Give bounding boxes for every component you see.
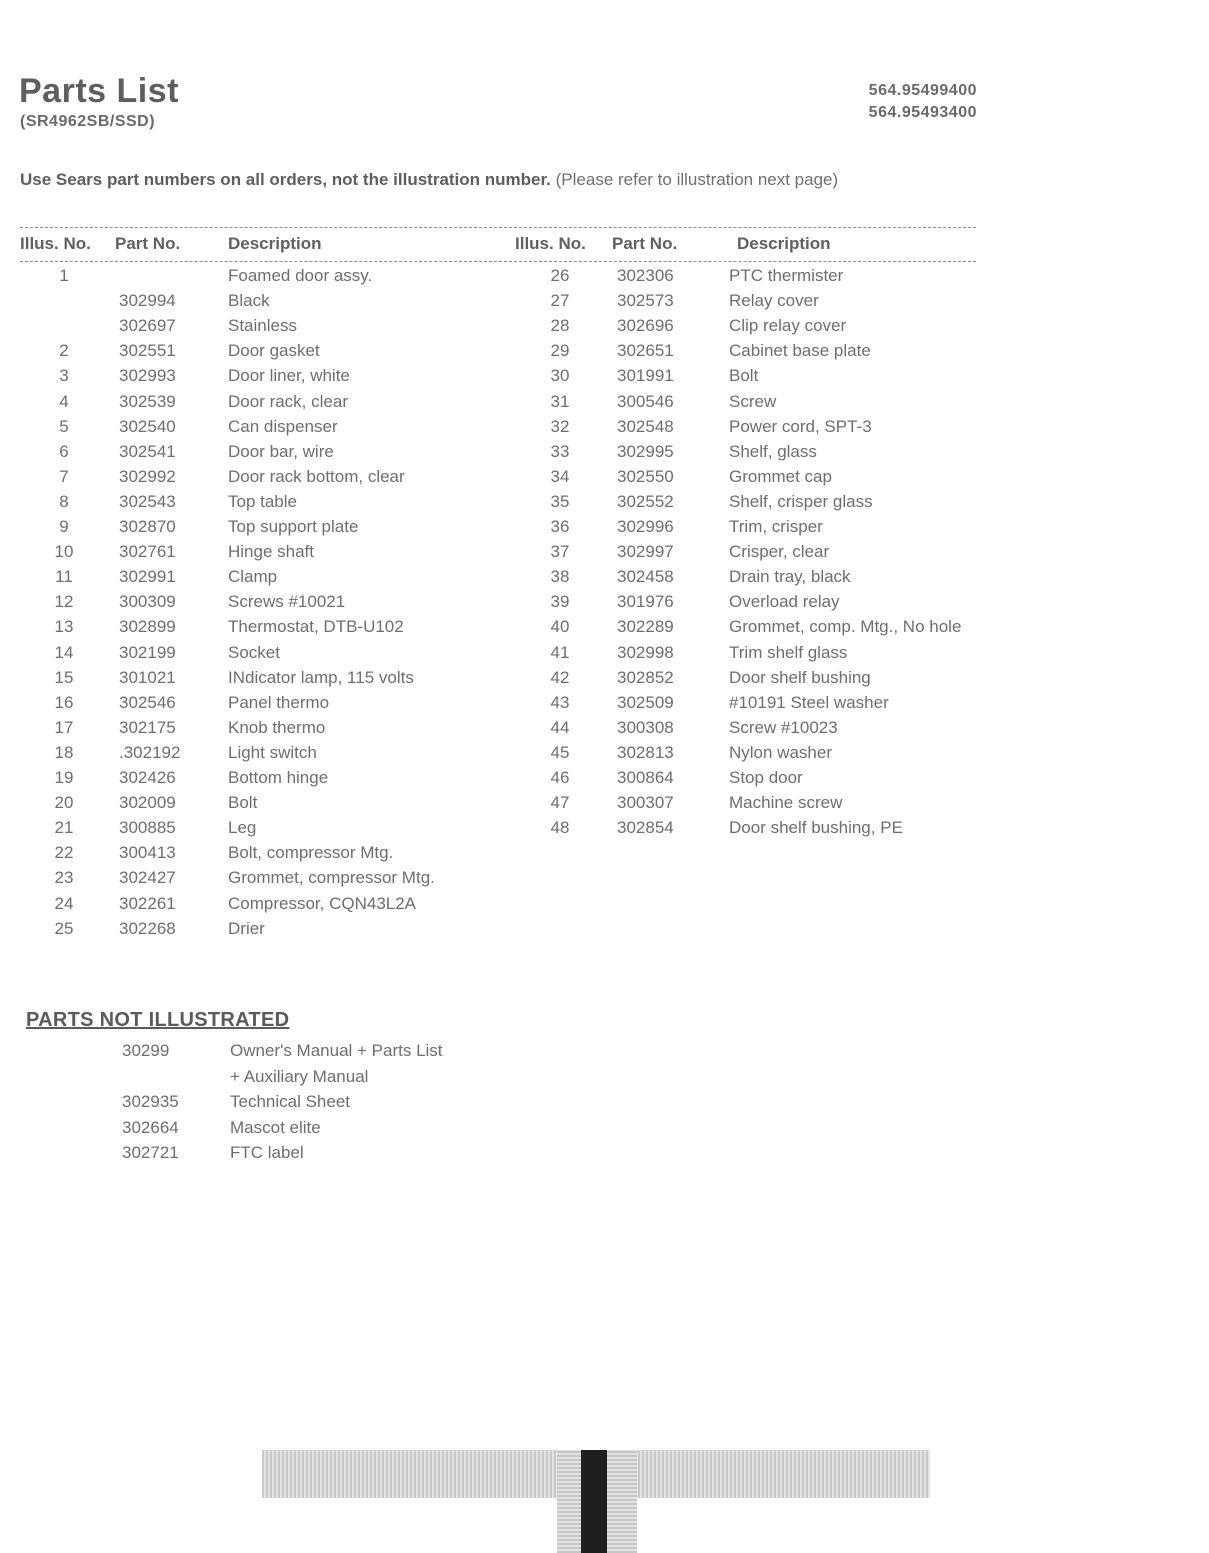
table-row [0,392,1209,417]
part-number: 302199 [119,642,176,662]
table-row [0,291,1209,316]
illus-number: 34 [550,466,570,486]
illus-number: 5 [59,416,69,436]
part-number: 302426 [119,768,176,787]
part-number: 302996 [617,517,674,536]
part-number: 300546 [617,391,674,411]
part-description: Socket [228,642,280,662]
list-item [0,1067,1209,1092]
part-description: Light switch [228,742,317,762]
part-description: Shelf, glass [729,441,817,461]
illus-number: 24 [54,893,74,913]
illus-number: 25 [54,918,74,938]
header-part-right: Part No. [612,234,678,253]
illus-number: 21 [54,818,74,838]
part-number: 302997 [617,542,674,562]
part-description: Bottom hinge [228,768,329,787]
part-description: Foamed door assy. [228,266,373,285]
part-number: 302268 [119,918,176,938]
part-description: Hinge shaft [228,542,314,562]
header-illus-right: Illus. No. [515,234,586,253]
part-description: Drain tray, black [729,567,851,587]
part-number: 302697 [119,316,176,336]
illus-number: 14 [54,642,74,662]
part-description: Door rack bottom, clear [228,466,405,486]
part-number: 302993 [119,366,176,386]
illus-number: 31 [550,391,570,411]
table-row [0,617,1209,642]
illus-number: 18 [54,742,74,762]
header-top-rule [20,227,976,228]
ordering-notice [20,170,838,190]
part-number: 302852 [617,667,674,687]
model-code: (SR4962SB/SSD) [20,113,156,130]
table-row [0,341,1209,366]
table-row [0,718,1209,743]
part-number: 301976 [617,592,674,612]
part-description: Nylon washer [729,742,832,762]
table-row [0,366,1209,391]
part-description: Machine screw [729,793,843,813]
illus-number: 36 [550,517,570,536]
part-number: 302261 [119,893,176,913]
illus-number: 19 [54,768,74,787]
part-description: Clamp [228,567,278,587]
table-row [0,894,1209,919]
illus-number: 33 [550,441,570,461]
part-description: INdicator lamp, 115 volts [228,667,414,687]
table-row [0,793,1209,818]
part-number: 302813 [617,742,674,762]
part-description: Clip relay cover [729,316,847,336]
header-bottom-rule [20,261,976,262]
table-row [0,768,1209,793]
part-description: Top table [228,491,297,511]
illus-number: 43 [550,692,570,712]
part-number: 302289 [617,617,674,637]
part-number: 302550 [617,466,674,486]
part-description: Door rack, clear [228,391,348,411]
table-row [0,266,1209,291]
table-row [0,668,1209,693]
part-number: 301021 [119,667,176,687]
illus-number: 32 [550,416,570,436]
part-description: #10191 Steel washer [729,692,889,712]
page-title: Parts List [19,72,179,110]
illus-number: 9 [59,517,69,536]
part-description: Stainless [228,316,297,336]
illus-number: 40 [550,617,570,637]
illus-number: 22 [54,843,74,863]
part-description: Mascot elite [230,1117,321,1137]
part-description: Thermostat, DTB-U102 [228,617,404,637]
illus-number: 27 [550,291,570,311]
part-description: Compressor, CQN43L2A [228,893,417,913]
part-description: Bolt [729,366,759,386]
list-item [0,1092,1209,1117]
part-number: 302870 [119,517,176,536]
part-description: Door bar, wire [228,441,334,461]
header-illus-left: Illus. No. [20,234,91,253]
part-description: Can dispenser [228,416,338,436]
illus-number: 45 [550,742,570,762]
part-description: Crisper, clear [729,542,830,562]
model-number: 564.95493400 [868,104,977,121]
table-row [0,743,1209,768]
part-description: Relay cover [729,291,819,311]
part-number: 302721 [122,1143,179,1162]
part-description: PTC thermister [729,266,844,285]
part-description: Bolt, compressor Mtg. [228,843,394,863]
illus-number: 6 [59,441,69,461]
illus-number: 12 [54,592,74,612]
part-description: Screws #10021 [228,592,346,612]
table-row [0,643,1209,668]
part-number: 302899 [119,617,176,637]
table-row [0,843,1209,868]
part-number: 302991 [119,567,176,587]
ordering-notice-note: (Please refer to illustration next page) [550,170,839,189]
part-number: 302541 [119,441,176,461]
illus-number: 29 [550,341,570,361]
part-number: 302651 [617,341,674,361]
illus-number: 10 [54,542,74,562]
list-item [0,1041,1209,1066]
model-number: 564.95499400 [868,82,977,99]
illus-number: 1 [59,266,69,285]
part-number: 302175 [119,717,176,737]
part-description: Trim, crisper [729,517,823,536]
table-row [0,818,1209,843]
part-number: 302540 [119,416,176,436]
part-number: 302539 [119,391,176,411]
table-row [0,517,1209,542]
part-number: 302458 [617,567,674,587]
part-number: 302552 [617,491,674,511]
part-description: Owner's Manual + Parts List [230,1041,443,1060]
part-number: .302192 [119,742,181,762]
part-description: Door gasket [228,341,320,361]
part-number: 302935 [122,1092,179,1111]
illus-number: 48 [550,818,570,838]
illus-number: 44 [550,717,570,737]
part-description: Door liner, white [228,366,350,386]
illus-number: 16 [54,692,74,712]
part-number: 302761 [119,542,176,562]
header-desc-left: Description [228,234,322,253]
part-description: Overload relay [729,592,840,612]
part-description: + Auxiliary Manual [230,1066,369,1086]
part-description: Cabinet base plate [729,341,871,361]
part-number: 300413 [119,843,176,863]
part-number: 300307 [617,793,674,813]
part-description: Shelf, crisper glass [729,491,873,511]
scan-stem-dark [581,1450,607,1553]
illus-number: 3 [59,366,69,386]
illus-number: 46 [550,768,570,787]
part-number: 300885 [119,818,176,838]
part-description: Trim shelf glass [729,642,848,662]
table-row [0,467,1209,492]
illus-number: 7 [59,466,69,486]
part-description: Black [228,291,270,311]
part-description: Drier [228,918,265,938]
part-number: 302664 [122,1117,179,1137]
list-item [0,1118,1209,1143]
list-item [0,1143,1209,1168]
illus-number: 20 [54,793,74,813]
part-number: 30299 [122,1041,170,1060]
part-number: 300864 [617,768,674,787]
part-number: 302306 [617,266,674,285]
part-number: 302854 [617,818,674,838]
illus-number: 17 [54,717,74,737]
part-number: 302543 [119,491,176,511]
part-description: Stop door [729,768,803,787]
part-description: Door shelf bushing, PE [729,818,903,838]
part-number: 302696 [617,316,674,336]
part-description: Screw #10023 [729,717,838,737]
part-description: Knob thermo [228,717,326,737]
table-row [0,417,1209,442]
illus-number: 2 [59,341,69,361]
part-description: Door shelf bushing [729,667,871,687]
part-number: 300309 [119,592,176,612]
illus-number: 23 [54,868,74,888]
illus-number: 47 [550,793,570,813]
part-number: 302509 [617,692,674,712]
illus-number: 13 [54,617,74,637]
part-description: Screw [729,391,777,411]
illus-number: 11 [55,567,73,587]
part-number: 302995 [617,441,674,461]
illus-number: 26 [550,266,570,285]
model-numbers [869,80,977,124]
table-row [0,316,1209,341]
table-row [0,693,1209,718]
part-description: Bolt [228,793,258,813]
part-description: Grommet, compressor Mtg. [228,868,435,888]
illus-number: 41 [550,642,570,662]
part-number: 302546 [119,692,176,712]
part-description: Power cord, SPT-3 [729,416,872,436]
part-number: 302573 [617,291,674,311]
part-number: 302427 [119,868,176,888]
part-description: Grommet, comp. Mtg., No hole [729,617,962,637]
illus-number: 4 [59,391,69,411]
part-number: 302998 [617,642,674,662]
part-number: 302992 [119,466,176,486]
header-part-left: Part No. [115,234,181,253]
illus-number: 15 [54,667,74,687]
illus-number: 30 [550,366,570,386]
table-row [0,919,1209,944]
illus-number: 38 [550,567,570,587]
illus-number: 39 [550,592,570,612]
part-description: Technical Sheet [230,1092,351,1111]
part-number: 302548 [617,416,674,436]
part-description: Panel thermo [228,692,330,712]
parts-not-illustrated-title: PARTS NOT ILLUSTRATED [26,1009,290,1031]
table-row [0,492,1209,517]
table-row [0,592,1209,617]
table-row [0,442,1209,467]
ordering-notice-bold: Use Sears part numbers on all orders, not the illustration number. [20,170,551,189]
table-row [0,567,1209,592]
part-number: 302551 [119,341,176,361]
part-number: 300308 [617,717,674,737]
illus-number: 8 [59,491,69,511]
part-description: Top support plate [228,517,359,536]
illus-number: 37 [550,542,570,562]
part-number: 302009 [119,793,176,813]
table-row [0,542,1209,567]
illus-number: 35 [550,491,570,511]
table-row [0,868,1209,893]
part-description: Leg [228,818,257,838]
part-description: FTC label [230,1143,304,1162]
illus-number: 28 [550,316,570,336]
illus-number: 42 [550,667,570,687]
header-desc-right: Description [737,234,831,253]
part-number: 301991 [617,366,674,386]
part-description: Grommet cap [729,466,832,486]
part-number: 302994 [119,291,176,311]
